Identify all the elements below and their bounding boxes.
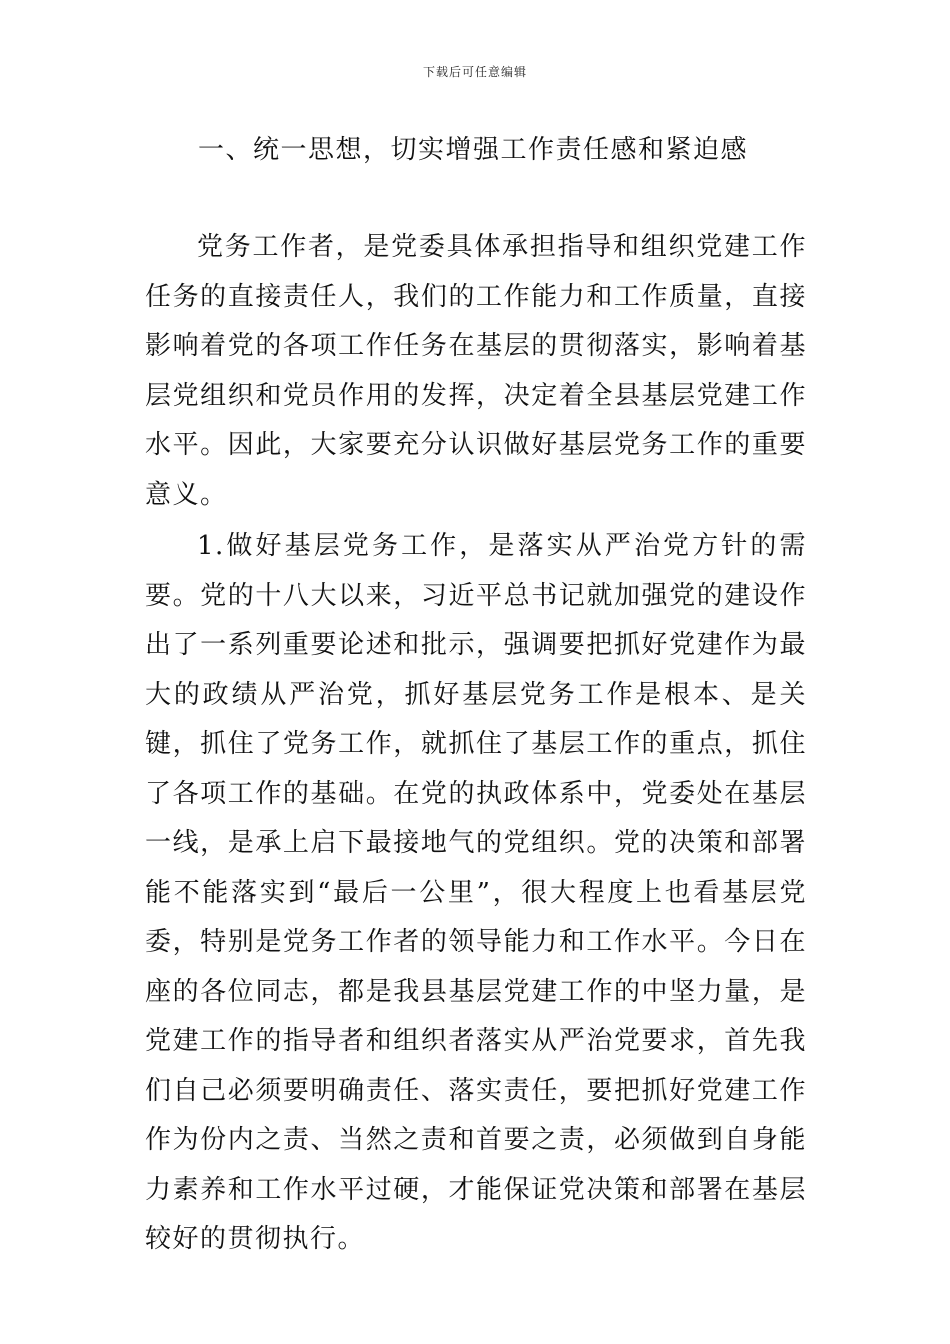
paragraph-duty-overview: 党务工作者，是党委具体承担指导和组织党建工作任务的直接责任人，我们的工作能力和工作质量，直接影响着党的各项工作任务在基层的贯彻落实，影响着基层党组织和党员作用的发挥，决定着全县基层党建工作水平。因此，大家要充分认识做好基层党务工作的重要意义。 xyxy=(145,232,807,510)
page-header-note: 下载后可任意编辑 xyxy=(422,65,527,79)
paragraph-point-1: 1.做好基层党务工作，是落实从严治党方针的需要。党的十八大以来，习近平总书记就加强党的建设作出了一系列重要论述和批示，强调要把抓好党建作为最大的政绩从严治党，抓好基层党务工作是根本、是关键，抓住了党务工作，就抓住了基层工作的重点，抓住了各项工作的基础。在党的执政体系中，党委处在基层一线，是承上启下最接地气的党组织。党的决策和部署能不能落实到“最后一公里”，很大程度上也看基层党委，特别是党务工作者的领导能力和工作水平。今日在座的各位同志，都是我县基层党建工作的中坚力量，是党建工作的指导者和组织者落实从严治党要求，首先我们自己必须要明确责任、落实责任，要把抓好党建工作作为份内之责、当然之责和首要之责，必须做到自身能力素养和工作水平过硬，才能保证党决策和部署在基层较好的贯彻执行。 xyxy=(145,531,807,1254)
section-title: 一、统一思想，切实增强工作责任感和紧迫感 xyxy=(198,135,749,165)
